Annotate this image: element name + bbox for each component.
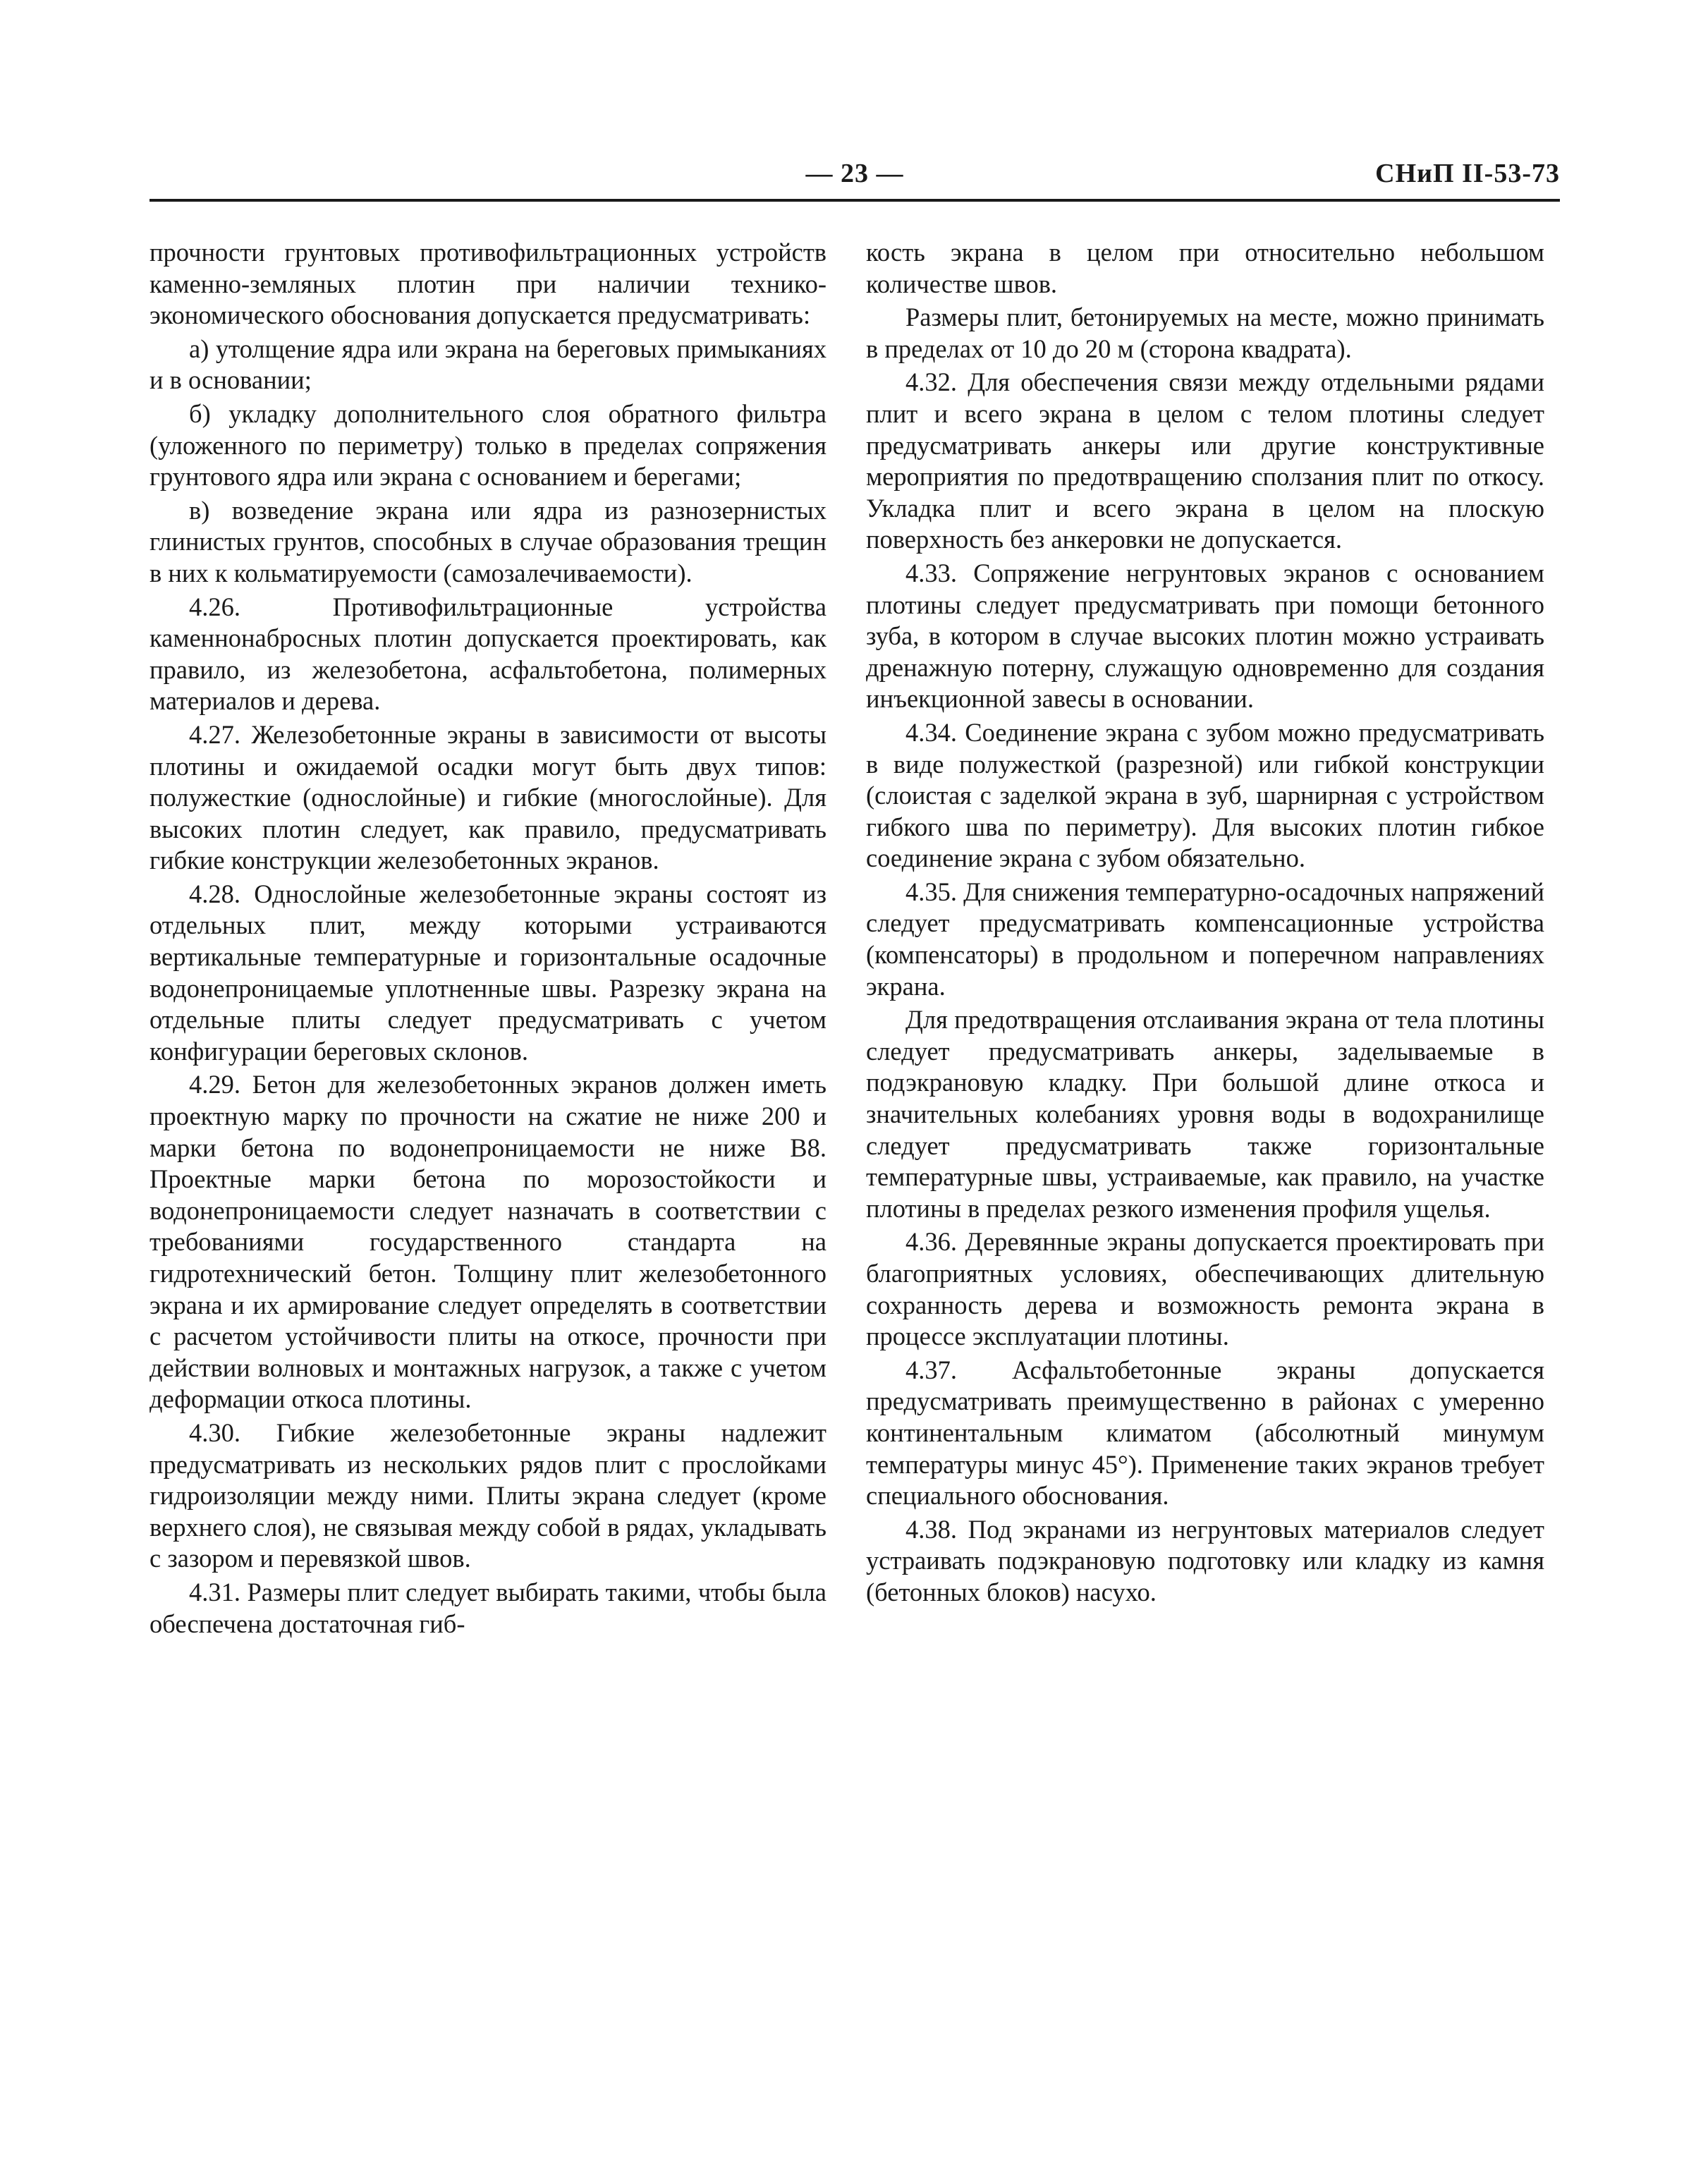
- paragraph: кость экрана в целом при относительно небольшом количестве швов.: [866, 238, 1544, 298]
- header-rule: [150, 199, 1560, 202]
- paragraph: Размеры плит, бетонируемых на месте, можно принимать в пределах от 10 до 20 м (сторона квадрата).: [866, 303, 1544, 363]
- paragraph: Для предотвращения отслаивания экрана от тела плотины следует предусматривать анкеры, заделываемые в подэкрановую кладку. При большой длине откоса и значительных колебаниях уровня воды в водохранилище следует предусматривать также горизонтальные температурные швы, устраиваемые, как правило, на участке плотины в пределах резкого изменения профиля ущелья.: [866, 1005, 1544, 1223]
- paragraph: 4.31. Размеры плит следует выбирать такими, чтобы была обеспечена достаточная гиб-: [150, 1577, 826, 1638]
- paragraph: в) возведение экрана или ядра из разнозернистых глинистых грунтов, способных в случае образования трещин в них к кольматируемости (самозалечиваемости).: [150, 495, 826, 587]
- paragraph: 4.34. Соединение экрана с зубом можно предусматривать в виде полужесткой (разрезной) или гибкой конструкции (слоистая с заделкой экрана в зуб, шарнирная с устройством гибкого шва по периметру). Для высоких плотин гибкое соединение экрана с зубом обязательно.: [866, 717, 1544, 873]
- paragraph: 4.30. Гибкие железобетонные экраны надлежит предусматривать из нескольких рядов плит с прослойками гидроизоляции между ними. Плиты экрана следует (кроме верхнего слоя), не связывая между собой в рядах, укладывать с зазором и перевязкой швов.: [150, 1417, 826, 1573]
- paragraph: 4.26. Противофильтрационные устройства каменнонабросных плотин допускается проектировать, как правило, из железобетона, асфальтобетона, полимерных материалов и дерева.: [150, 592, 826, 716]
- paragraph: 4.29. Бетон для железобетонных экранов должен иметь проектную марку по прочности на сжатие не ниже 200 и марки бетона по водонепроницаемости не ниже В8. Проектные марки бетона по морозостойкости и водонепроницаемости следует назначать в соответствии с требованиями государственного стандарта на гидротехнический бетон. Толщину плит железобетонного экрана и их армирование следует определять в соответствии с расчетом устойчивости плиты на откосе, прочности при действии волновых и монтажных нагрузок, а также с учетом деформации откоса плотины.: [150, 1070, 826, 1414]
- paragraph: 4.33. Сопряжение негрунтовых экранов с основанием плотины следует предусматривать при помощи бетонного зуба, в котором в случае высоких плотин можно устраивать дренажную потерну, служащую одновременно для создания инъекционной завесы в основании.: [866, 558, 1544, 714]
- paragraph: 4.35. Для снижения температурно-осадочных напряжений следует предусматривать компенсационные устройства (компенсаторы) в продольном и поперечном направлениях экрана.: [866, 877, 1544, 1001]
- page-header: [150, 158, 1560, 203]
- left-column: [150, 237, 826, 1642]
- document-code: СНиП II-53-73: [1375, 159, 1560, 188]
- page-number: — 23 —: [805, 159, 904, 188]
- paragraph: 4.37. Асфальтобетонные экраны допускается предусматривать преимущественно в районах с умеренно континентальным климатом (абсолютный минумум температуры минус 45°). Применение таких экранов требует специального обоснования.: [866, 1355, 1544, 1511]
- paragraph: прочности грунтовых противофильтрационных устройств каменно-земляных плотин при наличии технико-экономического обоснования допускается предусматривать:: [150, 238, 826, 330]
- paragraph: 4.28. Однослойные железобетонные экраны состоят из отдельных плит, между которыми устраиваются вертикальные температурные и горизонтальные осадочные водонепроницаемые уплотненные швы. Разрезку экрана на отдельные плиты следует предусматривать с учетом конфигурации береговых склонов.: [150, 879, 826, 1066]
- paragraph: б) укладку дополнительного слоя обратного фильтра (уложенного по периметру) только в пределах сопряжения грунтового ядра или экрана с основанием и берегами;: [150, 398, 826, 492]
- paragraph: 4.27. Железобетонные экраны в зависимости от высоты плотины и ожидаемой осадки могут быть двух типов: полужесткие (однослойные) и гибкие (многослойные). Для высоких плотин следует, как правило, предусматривать гибкие конструкции железобетонных экранов.: [150, 719, 826, 875]
- right-column: [866, 237, 1544, 1611]
- paragraph: а) утолщение ядра или экрана на береговых примыканиях и в основании;: [150, 334, 826, 395]
- paragraph: 4.32. Для обеспечения связи между отдельными рядами плит и всего экрана в целом с телом плотины следует предусматривать анкеры или другие конструктивные мероприятия по предотвращению сползания плит по откосу. Укладка плит и всего экрана в целом на плоскую поверхность без анкеровки не допускается.: [866, 367, 1544, 554]
- paragraph: 4.36. Деревянные экраны допускается проектировать при благоприятных условиях, обеспечивающих длительную сохранность дерева и возможность ремонта экрана в процессе эксплуатации плотины.: [866, 1227, 1544, 1351]
- paragraph: 4.38. Под экранами из негрунтовых материалов следует устраивать подэкрановую подготовку или кладку из камня (бетонных блоков) насухо.: [866, 1514, 1544, 1606]
